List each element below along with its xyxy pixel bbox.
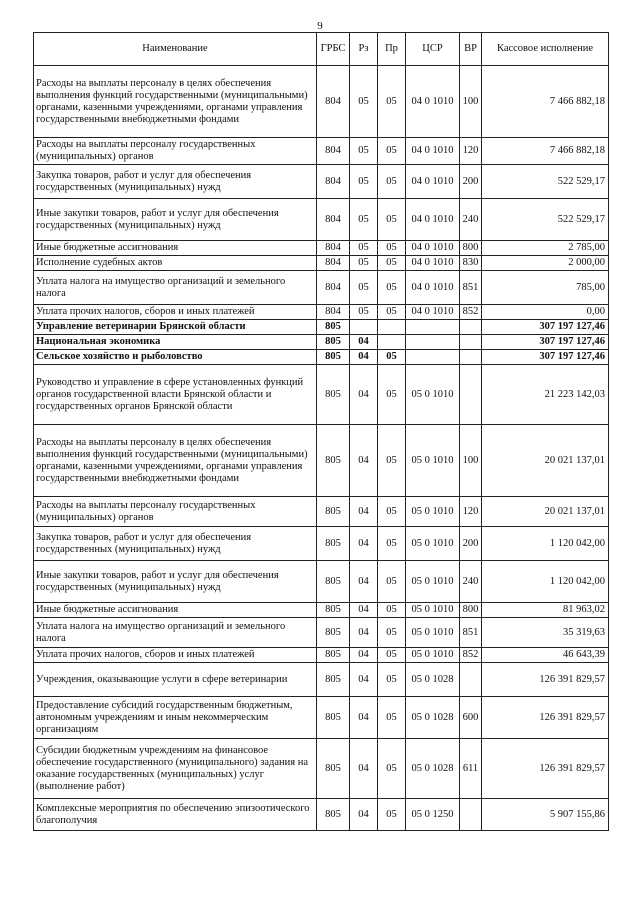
cell-pr: 05 <box>378 165 406 199</box>
cell-pr <box>378 335 406 350</box>
cell-grbs: 804 <box>317 138 350 165</box>
cell-name: Иные закупки товаров, работ и услуг для обеспечения государственных (муниципальных) нужд <box>34 561 317 603</box>
cell-pr: 05 <box>378 663 406 697</box>
cell-vr: 120 <box>460 497 482 527</box>
table-row <box>34 425 609 497</box>
table-row <box>34 305 609 320</box>
cell-pr: 05 <box>378 603 406 618</box>
cell-rz: 04 <box>350 350 378 365</box>
cell-amount: 20 021 137,01 <box>482 425 609 497</box>
cell-rz: 05 <box>350 305 378 320</box>
cell-rz: 04 <box>350 648 378 663</box>
cell-grbs: 805 <box>317 561 350 603</box>
cell-pr: 05 <box>378 138 406 165</box>
cell-csr: 05 0 1028 <box>406 739 460 799</box>
table-row <box>34 618 609 648</box>
cell-name: Уплата налога на имущество организаций и земельного налога <box>34 271 317 305</box>
cell-grbs: 805 <box>317 603 350 618</box>
cell-vr: 240 <box>460 199 482 241</box>
table-row <box>34 697 609 739</box>
cell-grbs: 805 <box>317 799 350 831</box>
cell-amount: 785,00 <box>482 271 609 305</box>
table-row <box>34 648 609 663</box>
table-row <box>34 66 609 138</box>
header-grbs: ГРБС <box>317 33 350 66</box>
cell-rz: 05 <box>350 199 378 241</box>
cell-grbs: 805 <box>317 663 350 697</box>
cell-csr: 04 0 1010 <box>406 305 460 320</box>
cell-name: Закупка товаров, работ и услуг для обеспечения государственных (муниципальных) нужд <box>34 527 317 561</box>
cell-amount: 20 021 137,01 <box>482 497 609 527</box>
cell-csr: 04 0 1010 <box>406 66 460 138</box>
cell-grbs: 805 <box>317 425 350 497</box>
cell-name: Расходы на выплаты персоналу в целях обеспечения выполнения функций государственными (муниципальными) органами, казенными учреждениями, органами управления государственными внебюджетными фондами <box>34 66 317 138</box>
cell-name: Субсидии бюджетным учреждениям на финансовое обеспечение государственного (муниципального) задания на оказание государственных (муниципальных) услуг (выполнение работ) <box>34 739 317 799</box>
cell-pr: 05 <box>378 497 406 527</box>
cell-name: Расходы на выплаты персоналу государственных (муниципальных) органов <box>34 138 317 165</box>
cell-amount: 126 391 829,57 <box>482 739 609 799</box>
table-row <box>34 320 609 335</box>
cell-rz: 05 <box>350 66 378 138</box>
cell-amount: 5 907 155,86 <box>482 799 609 831</box>
cell-pr: 05 <box>378 561 406 603</box>
cell-rz: 04 <box>350 603 378 618</box>
cell-grbs: 805 <box>317 365 350 425</box>
cell-name: Комплексные мероприятия по обеспечению эпизоотического благополучия <box>34 799 317 831</box>
cell-amount: 7 466 882,18 <box>482 138 609 165</box>
table-row <box>34 199 609 241</box>
cell-vr: 852 <box>460 648 482 663</box>
cell-vr: 240 <box>460 561 482 603</box>
table-row <box>34 350 609 365</box>
cell-rz: 04 <box>350 497 378 527</box>
table-row <box>34 256 609 271</box>
cell-name: Иные бюджетные ассигнования <box>34 241 317 256</box>
cell-grbs: 804 <box>317 305 350 320</box>
cell-pr: 05 <box>378 256 406 271</box>
cell-grbs: 804 <box>317 165 350 199</box>
cell-amount: 46 643,39 <box>482 648 609 663</box>
cell-csr: 05 0 1010 <box>406 365 460 425</box>
cell-amount: 35 319,63 <box>482 618 609 648</box>
cell-amount: 0,00 <box>482 305 609 320</box>
cell-vr <box>460 663 482 697</box>
table-row <box>34 603 609 618</box>
header-row <box>34 33 609 66</box>
cell-name: Национальная экономика <box>34 335 317 350</box>
cell-grbs: 805 <box>317 697 350 739</box>
cell-pr: 05 <box>378 799 406 831</box>
cell-pr: 05 <box>378 271 406 305</box>
cell-pr: 05 <box>378 648 406 663</box>
cell-vr <box>460 799 482 831</box>
table-row <box>34 561 609 603</box>
cell-csr: 04 0 1010 <box>406 241 460 256</box>
cell-vr: 120 <box>460 138 482 165</box>
cell-rz: 04 <box>350 739 378 799</box>
cell-pr: 05 <box>378 739 406 799</box>
cell-rz: 04 <box>350 799 378 831</box>
cell-csr: 05 0 1010 <box>406 603 460 618</box>
cell-pr: 05 <box>378 350 406 365</box>
table-row <box>34 165 609 199</box>
table-row <box>34 739 609 799</box>
cell-vr: 851 <box>460 618 482 648</box>
cell-amount: 81 963,02 <box>482 603 609 618</box>
cell-rz: 05 <box>350 138 378 165</box>
table-row <box>34 138 609 165</box>
cell-vr: 200 <box>460 527 482 561</box>
cell-amount: 2 785,00 <box>482 241 609 256</box>
header-csr: ЦСР <box>406 33 460 66</box>
cell-amount: 307 197 127,46 <box>482 335 609 350</box>
cell-rz: 05 <box>350 165 378 199</box>
cell-name: Предоставление субсидий государственным бюджетным, автономным учреждениям и иным некоммерческим организациям <box>34 697 317 739</box>
cell-csr: 04 0 1010 <box>406 138 460 165</box>
cell-grbs: 805 <box>317 739 350 799</box>
cell-rz: 05 <box>350 256 378 271</box>
cell-vr: 800 <box>460 241 482 256</box>
cell-vr <box>460 365 482 425</box>
cell-pr: 05 <box>378 305 406 320</box>
cell-rz: 04 <box>350 618 378 648</box>
cell-csr <box>406 350 460 365</box>
cell-name: Исполнение судебных актов <box>34 256 317 271</box>
cell-amount: 1 120 042,00 <box>482 561 609 603</box>
cell-grbs: 805 <box>317 320 350 335</box>
cell-amount: 2 000,00 <box>482 256 609 271</box>
cell-vr: 851 <box>460 271 482 305</box>
cell-vr: 852 <box>460 305 482 320</box>
cell-rz: 04 <box>350 527 378 561</box>
cell-amount: 307 197 127,46 <box>482 350 609 365</box>
cell-pr: 05 <box>378 618 406 648</box>
budget-table <box>33 32 609 831</box>
cell-amount: 7 466 882,18 <box>482 66 609 138</box>
cell-vr: 100 <box>460 425 482 497</box>
header-pr: Пр <box>378 33 406 66</box>
cell-csr: 05 0 1010 <box>406 425 460 497</box>
table-row <box>34 271 609 305</box>
cell-pr <box>378 320 406 335</box>
cell-name: Уплата налога на имущество организаций и земельного налога <box>34 618 317 648</box>
table-row <box>34 799 609 831</box>
cell-rz: 05 <box>350 241 378 256</box>
cell-name: Уплата прочих налогов, сборов и иных платежей <box>34 305 317 320</box>
cell-grbs: 805 <box>317 527 350 561</box>
cell-name: Расходы на выплаты персоналу государственных (муниципальных) органов <box>34 497 317 527</box>
table-row <box>34 365 609 425</box>
cell-csr: 05 0 1028 <box>406 697 460 739</box>
cell-rz: 04 <box>350 335 378 350</box>
cell-amount: 1 120 042,00 <box>482 527 609 561</box>
cell-csr: 04 0 1010 <box>406 165 460 199</box>
cell-rz: 04 <box>350 663 378 697</box>
cell-csr: 04 0 1010 <box>406 256 460 271</box>
cell-grbs: 804 <box>317 271 350 305</box>
cell-name: Руководство и управление в сфере установленных функций органов государственной власти Брянской области и государственных органов Брянской области <box>34 365 317 425</box>
header-rz: Рз <box>350 33 378 66</box>
table-row <box>34 497 609 527</box>
cell-csr: 05 0 1010 <box>406 497 460 527</box>
table-row <box>34 335 609 350</box>
cell-vr: 100 <box>460 66 482 138</box>
cell-amount: 522 529,17 <box>482 165 609 199</box>
cell-name: Сельское хозяйство и рыболовство <box>34 350 317 365</box>
table-row <box>34 527 609 561</box>
cell-vr <box>460 335 482 350</box>
cell-csr: 05 0 1010 <box>406 561 460 603</box>
cell-grbs: 805 <box>317 648 350 663</box>
cell-pr: 05 <box>378 527 406 561</box>
cell-csr: 05 0 1250 <box>406 799 460 831</box>
cell-grbs: 805 <box>317 618 350 648</box>
cell-vr: 611 <box>460 739 482 799</box>
cell-csr: 05 0 1010 <box>406 648 460 663</box>
cell-pr: 05 <box>378 365 406 425</box>
cell-vr: 830 <box>460 256 482 271</box>
cell-vr: 200 <box>460 165 482 199</box>
cell-amount: 126 391 829,57 <box>482 663 609 697</box>
cell-csr: 05 0 1010 <box>406 527 460 561</box>
cell-rz <box>350 320 378 335</box>
cell-rz: 05 <box>350 271 378 305</box>
cell-pr: 05 <box>378 241 406 256</box>
cell-vr: 800 <box>460 603 482 618</box>
cell-grbs: 805 <box>317 497 350 527</box>
table-row <box>34 241 609 256</box>
cell-name: Иные закупки товаров, работ и услуг для обеспечения государственных (муниципальных) нужд <box>34 199 317 241</box>
cell-amount: 522 529,17 <box>482 199 609 241</box>
cell-grbs: 804 <box>317 256 350 271</box>
cell-csr: 05 0 1010 <box>406 618 460 648</box>
cell-csr <box>406 320 460 335</box>
cell-amount: 126 391 829,57 <box>482 697 609 739</box>
cell-vr <box>460 320 482 335</box>
cell-name: Закупка товаров, работ и услуг для обеспечения государственных (муниципальных) нужд <box>34 165 317 199</box>
cell-grbs: 805 <box>317 350 350 365</box>
cell-name: Управление ветеринарии Брянской области <box>34 320 317 335</box>
cell-grbs: 805 <box>317 335 350 350</box>
cell-pr: 05 <box>378 425 406 497</box>
cell-csr: 04 0 1010 <box>406 199 460 241</box>
cell-rz: 04 <box>350 365 378 425</box>
cell-amount: 307 197 127,46 <box>482 320 609 335</box>
cell-amount: 21 223 142,03 <box>482 365 609 425</box>
table-row <box>34 663 609 697</box>
cell-grbs: 804 <box>317 199 350 241</box>
cell-rz: 04 <box>350 561 378 603</box>
cell-vr <box>460 350 482 365</box>
cell-name: Учреждения, оказывающие услуги в сфере ветеринарии <box>34 663 317 697</box>
cell-csr: 04 0 1010 <box>406 271 460 305</box>
cell-pr: 05 <box>378 697 406 739</box>
page-number: 9 <box>317 20 323 32</box>
header-amount: Кассовое исполнение <box>482 33 609 66</box>
header-name: Наименование <box>34 33 317 66</box>
cell-grbs: 804 <box>317 66 350 138</box>
cell-grbs: 804 <box>317 241 350 256</box>
cell-pr: 05 <box>378 199 406 241</box>
cell-rz: 04 <box>350 425 378 497</box>
cell-rz: 04 <box>350 697 378 739</box>
cell-csr <box>406 335 460 350</box>
cell-csr: 05 0 1028 <box>406 663 460 697</box>
header-vr: ВР <box>460 33 482 66</box>
cell-vr: 600 <box>460 697 482 739</box>
cell-name: Уплата прочих налогов, сборов и иных платежей <box>34 648 317 663</box>
cell-name: Расходы на выплаты персоналу в целях обеспечения выполнения функций государственными (муниципальными) органами, казенными учреждениями, органами управления государственными внебюджетными фондами <box>34 425 317 497</box>
cell-name: Иные бюджетные ассигнования <box>34 603 317 618</box>
cell-pr: 05 <box>378 66 406 138</box>
